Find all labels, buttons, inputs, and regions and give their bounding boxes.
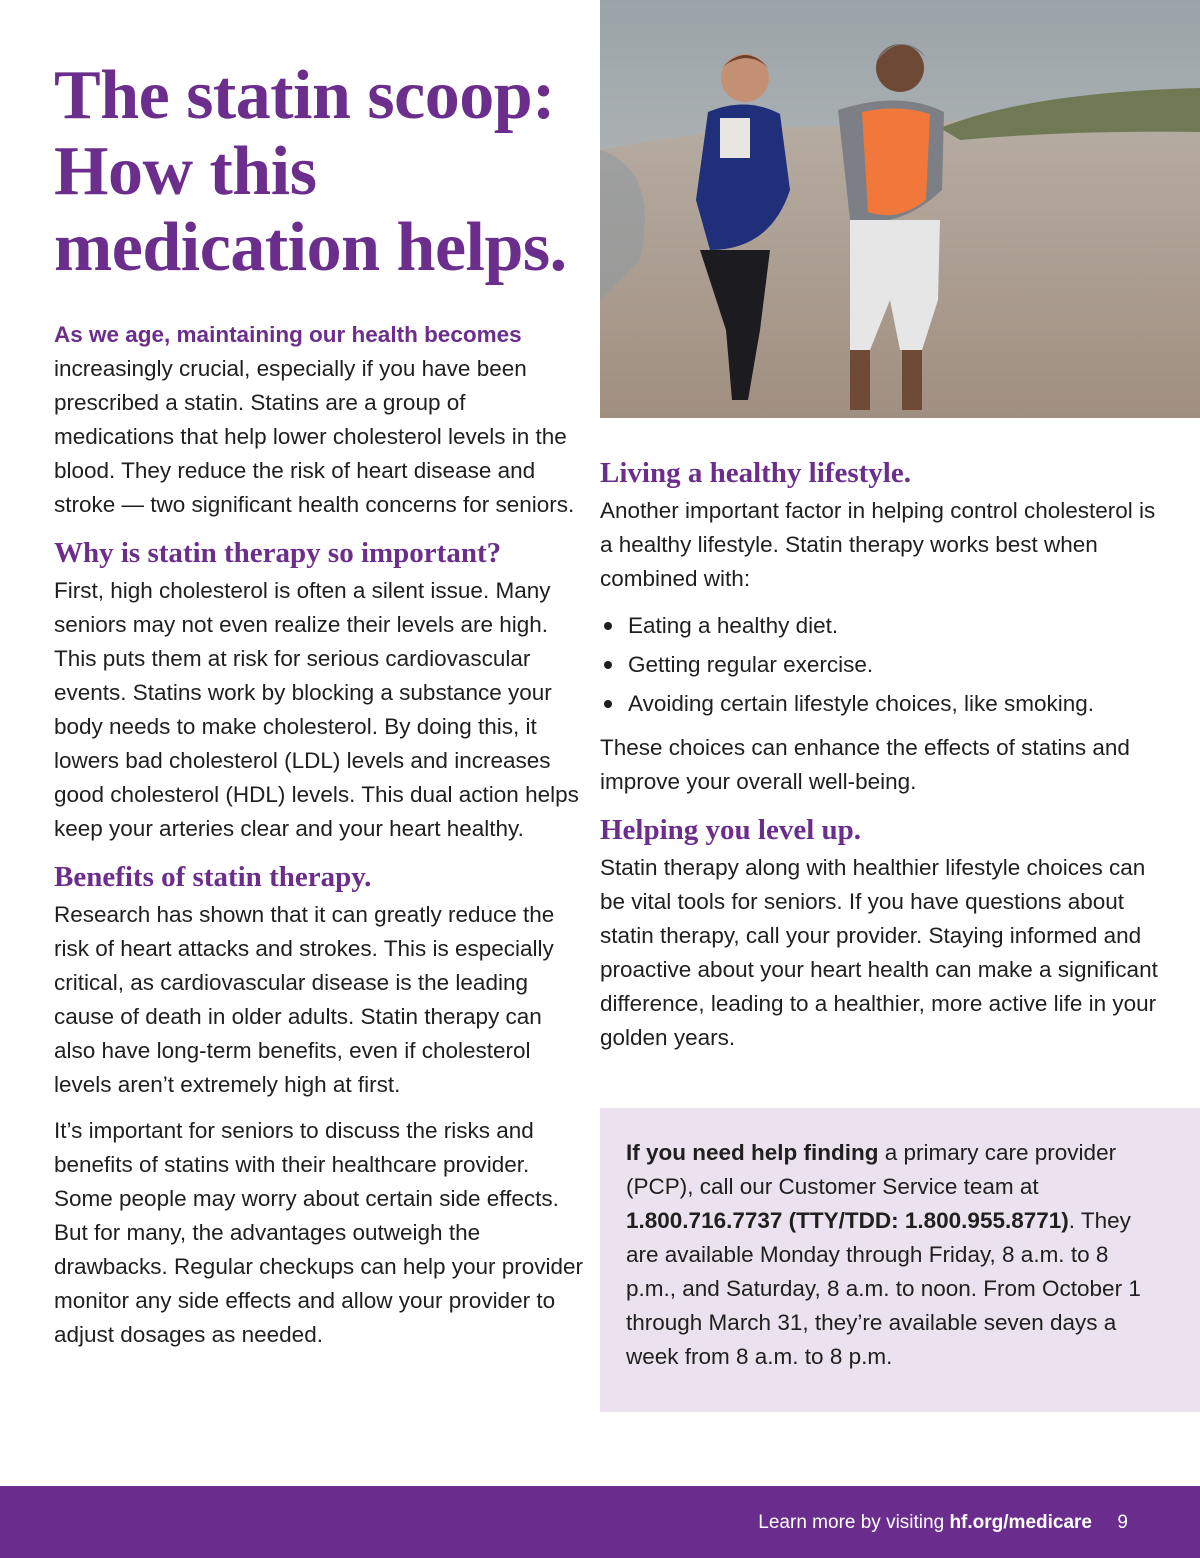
- page-title: [54, 58, 574, 286]
- benefits-paragraph-1: Research has shown that it can greatly reduce the risk of heart attacks and strokes. This is especially critical, as cardiovascular disease is the leading cause of death in older adults. Statin therapy can also have long-term benefits, even if cholesterol levels aren’t extremely high at first.: [54, 902, 555, 1097]
- list-item: Avoiding certain lifestyle choices, like smoking.: [600, 684, 1160, 723]
- list-item: Eating a healthy diet.: [600, 606, 1160, 645]
- intro-paragraph: [54, 318, 584, 522]
- lifestyle-after-paragraph: These choices can enhance the effects of statins and improve your overall well-being.: [600, 735, 1130, 794]
- beach-walkers-photo: [600, 0, 1200, 418]
- page-footer: [0, 1486, 1200, 1558]
- footer-url-link[interactable]: hf.org/medicare: [949, 1512, 1092, 1533]
- right-column: [600, 454, 1160, 1055]
- callout-text-1: a primary care provider (PCP), call our Customer Service team at: [626, 1140, 1117, 1199]
- intro-text: increasingly crucial, especially if you have been prescribed a statin. Statins are a group of medications that help lower cholesterol levels in the blood. They reduce the risk of heart disease and stroke — two significant health concerns for seniors.: [54, 356, 575, 517]
- why-heading: Why is statin therapy so important?: [54, 537, 502, 569]
- levelup-paragraph: Statin therapy along with healthier lifestyle choices can be vital tools for seniors. If you have questions about statin therapy, call your provider. Staying informed and proactive about your heart health can make a significant difference, leading to a healthier, more active life in your golden years.: [600, 855, 1158, 1050]
- intro-lead: As we age, maintaining our health becomes: [54, 322, 522, 347]
- footer-learn-text: Learn more by visiting: [758, 1512, 950, 1533]
- title-line-3: medication helps.: [54, 209, 567, 286]
- callout-paragraph: [626, 1136, 1160, 1374]
- why-paragraph: First, high cholesterol is often a silent issue. Many seniors may not even realize their levels are high. This puts them at risk for serious cardiovascular events. Statins work by blocking a substance your body needs to make cholesterol. By doing this, it lowers bad cholesterol (LDL) levels and increases good cholesterol (HDL) levels. This dual action helps keep your arteries clear and your heart healthy.: [54, 578, 579, 841]
- benefits-paragraph-2: It’s important for seniors to discuss the risks and benefits of statins with their healthcare provider. Some people may worry about certain side effects. But for many, the advantages outweigh the drawbacks. Regular checkups can help your provider monitor any side effects and allow your provider to adjust dosages as needed.: [54, 1118, 584, 1347]
- callout-lead: If you need help finding: [626, 1140, 879, 1165]
- list-item: Getting regular exercise.: [600, 645, 1160, 684]
- lifestyle-bullet-list: [600, 606, 1160, 723]
- benefits-heading: Benefits of statin therapy.: [54, 861, 372, 893]
- left-column: [54, 318, 584, 1352]
- callout-text-2: . They are available Monday through Friday, 8 a.m. to 8 p.m., and Saturday, 8 a.m. to noon. From October 1 through March 31, they’re available seven days a week from 8 a.m. to 8 p.m.: [626, 1208, 1141, 1369]
- title-line-2: How this: [54, 133, 317, 210]
- callout-phone-number: 1.800.716.7737 (TTY/TDD: 1.800.955.8771): [626, 1208, 1069, 1233]
- levelup-heading: Helping you level up.: [600, 814, 862, 846]
- lifestyle-heading: Living a healthy lifestyle.: [600, 457, 911, 489]
- title-line-1: The statin scoop:: [54, 57, 555, 134]
- footer-learn-more: [758, 1512, 1092, 1534]
- help-callout-box: [600, 1108, 1200, 1412]
- page-number: 9: [1117, 1512, 1128, 1533]
- lifestyle-paragraph: Another important factor in helping control cholesterol is a healthy lifestyle. Statin therapy works best when combined with:: [600, 498, 1156, 591]
